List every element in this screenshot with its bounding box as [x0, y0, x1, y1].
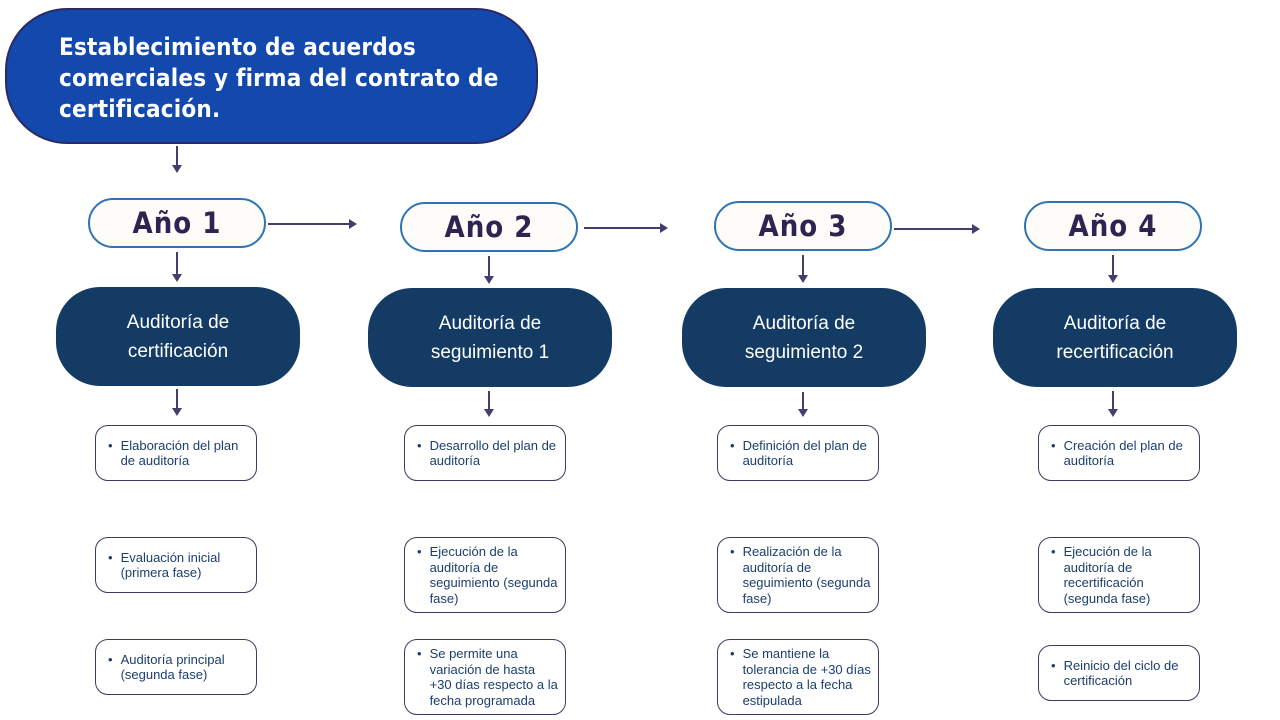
bullet-dot-icon	[417, 544, 422, 560]
note-text: Se permite una variación de hasta +30 días respecto a la fecha programada	[429, 646, 558, 708]
note-text: Reinicio del ciclo de certificación	[1063, 657, 1179, 688]
bullet-dot-icon	[417, 438, 422, 454]
arrow-stage1-to-notes-icon	[176, 389, 178, 408]
year-pill-3: Año 3	[714, 201, 892, 251]
arrow-year2-to-stage-icon	[488, 256, 490, 276]
note-col2-row1	[404, 425, 566, 481]
stage-box-surveillance-1: Auditoría de seguimiento 1	[368, 288, 612, 387]
banner-line-1: Establecimiento de acuerdos	[59, 33, 416, 61]
note-text: Se mantiene la tolerancia de +30 días respecto a la fecha estipulada	[742, 646, 871, 708]
note-col1-row2	[95, 537, 257, 593]
bullet-dot-icon	[730, 646, 735, 662]
bullet-dot-icon	[1051, 438, 1056, 454]
stage-box-recertification: Auditoría de recertificación	[993, 288, 1237, 387]
bullet-dot-icon	[730, 438, 735, 454]
note-col3-row3	[717, 639, 879, 715]
banner-line-2: comerciales y firma del contrato de	[59, 64, 499, 92]
year-pill-4: Año 4	[1024, 201, 1202, 251]
arrow-stage4-to-notes-icon	[1112, 391, 1114, 409]
note-text: Desarrollo del plan de auditoría	[429, 437, 557, 468]
note-col1-row1	[95, 425, 257, 481]
arrow-year3-to-stage-icon	[802, 255, 804, 275]
note-col3-row2	[717, 537, 879, 613]
note-text: Realización de la auditoría de seguimiento (segunda fase)	[742, 544, 871, 606]
year-pill-1: Año 1	[88, 198, 266, 248]
year-pill-2: Año 2	[400, 202, 578, 252]
note-text: Evaluación inicial (primera fase)	[120, 549, 221, 580]
arrow-year1-to-stage-icon	[176, 252, 178, 274]
note-col1-row3	[95, 639, 257, 695]
note-col4-row1	[1038, 425, 1200, 481]
bullet-dot-icon	[1051, 544, 1056, 560]
note-col4-row3	[1038, 645, 1200, 701]
bullet-dot-icon	[730, 544, 735, 560]
note-text: Creación del plan de auditoría	[1063, 437, 1183, 468]
arrow-banner-to-year1-icon	[176, 146, 178, 165]
note-col2-row3	[404, 639, 566, 715]
arrow-stage3-to-notes-icon	[802, 392, 804, 409]
bullet-dot-icon	[108, 438, 113, 454]
note-text: Ejecución de la auditoría de recertificación (segunda fase)	[1063, 544, 1152, 606]
arrow-year3-to-year4-icon	[894, 228, 972, 230]
note-text: Ejecución de la auditoría de seguimiento (segunda fase)	[429, 544, 558, 606]
note-text: Auditoría principal (segunda fase)	[120, 651, 225, 682]
note-col2-row2	[404, 537, 566, 613]
banner-line-3: certificación.	[59, 95, 221, 123]
bullet-dot-icon	[108, 550, 113, 566]
arrow-year1-to-year2-icon	[268, 223, 349, 225]
arrow-stage2-to-notes-icon	[488, 391, 490, 409]
arrow-year4-to-stage-icon	[1112, 255, 1114, 275]
stage-box-surveillance-2: Auditoría de seguimiento 2	[682, 288, 926, 387]
note-text: Definición del plan de auditoría	[742, 437, 867, 468]
note-col4-row2	[1038, 537, 1200, 613]
arrow-year2-to-year3-icon	[584, 227, 660, 229]
contract-banner	[5, 8, 538, 144]
note-col3-row1	[717, 425, 879, 481]
note-text: Elaboración del plan de auditoría	[120, 437, 239, 468]
bullet-dot-icon	[1051, 658, 1056, 674]
stage-box-certification: Auditoría de certificación	[56, 287, 300, 386]
bullet-dot-icon	[108, 652, 113, 668]
bullet-dot-icon	[417, 646, 422, 662]
